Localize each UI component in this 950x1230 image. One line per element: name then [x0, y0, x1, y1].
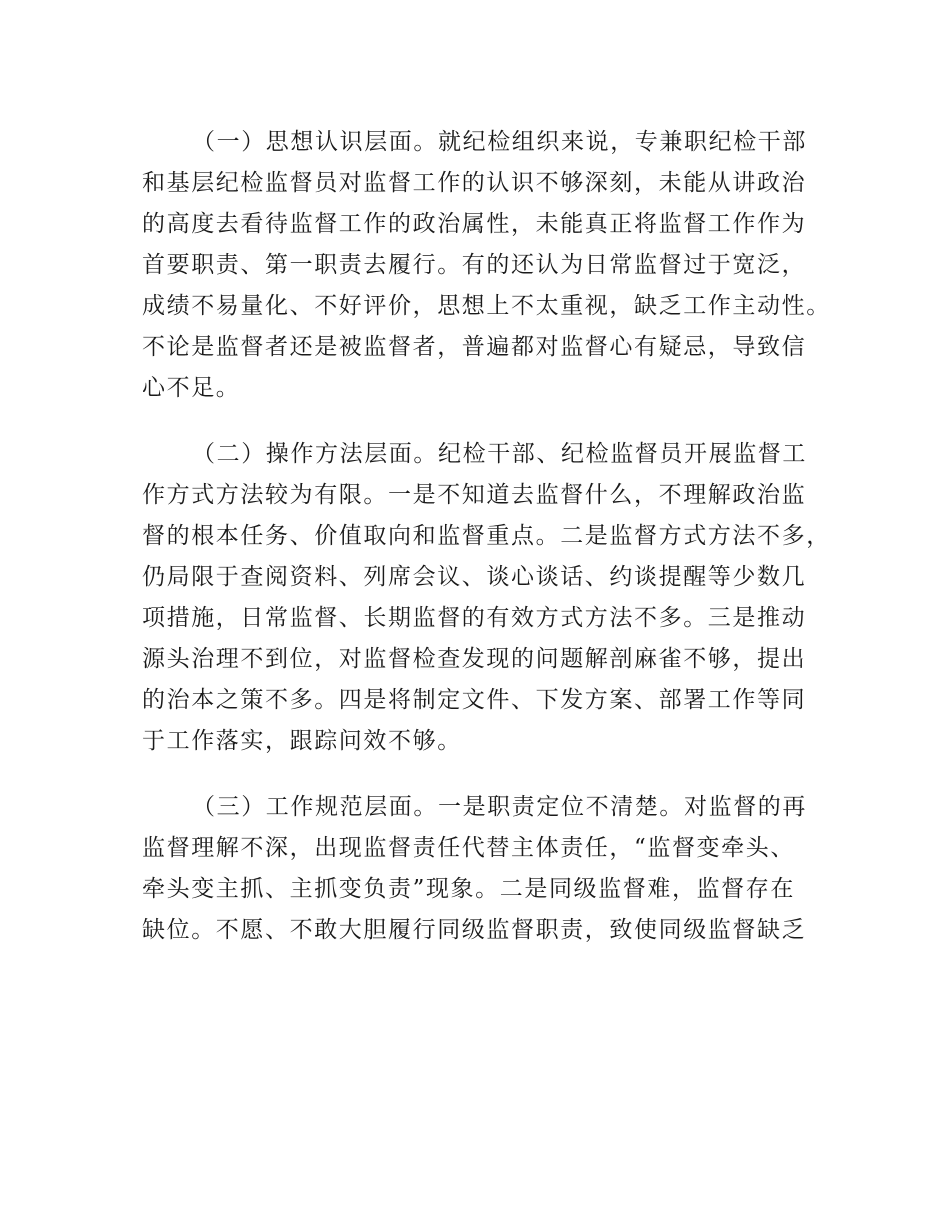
paragraph-spacer — [142, 762, 832, 787]
text-line: 于工作落实，跟踪问效不够。 — [142, 728, 462, 754]
text-line: 项措施，日常监督、长期监督的有效方式方法不多。三是推动 — [142, 605, 807, 631]
text-line: 和基层纪检监督员对监督工作的认识不够深刻，未能从讲政治 — [142, 170, 807, 196]
text-line: 缺位。不愿、不敢大胆履行同级监督职责，致使同级监督缺乏 — [142, 917, 807, 943]
text-line: （二）操作方法层面。纪检干部、纪检监督员开展监督工 — [192, 441, 807, 467]
text-line: （三）工作规范层面。一是职责定位不清楚。对监督的再 — [192, 794, 807, 820]
text-line: 的治本之策不多。四是将制定文件、下发方案、部署工作等同 — [142, 687, 807, 713]
text-line: 督的根本任务、价值取向和监督重点。二是监督方式方法不多， — [142, 523, 831, 549]
text-line: 作方式方法较为有限。一是不知道去监督什么，不理解政治监 — [142, 482, 807, 508]
text-line: 不论是监督者还是被监督者，普遍都对监督心有疑忌，导致信 — [142, 334, 807, 360]
text-line: 成绩不易量化、不好评价，思想上不太重视，缺乏工作主动性。 — [142, 293, 831, 319]
paragraph-operation-methods — [142, 434, 832, 762]
text-line: 仍局限于查阅资料、列席会议、谈心谈话、约谈提醒等少数几 — [142, 564, 807, 590]
text-line: 监督理解不深，出现监督责任代替主体责任，“监督变牵头、 — [142, 835, 795, 861]
text-line: 牵头变主抓、主抓变负责”现象。二是同级监督难，监督存在 — [142, 876, 795, 902]
document-body — [142, 122, 832, 951]
text-line: （一）思想认识层面。就纪检组织来说，专兼职纪检干部 — [192, 129, 807, 155]
paragraph-thinking-awareness — [142, 122, 832, 409]
text-line: 心不足。 — [142, 375, 241, 401]
paragraph-spacer — [142, 409, 832, 434]
text-line: 首要职责、第一职责去履行。有的还认为日常监督过于宽泛， — [142, 252, 807, 278]
paragraph-work-standards — [142, 787, 832, 951]
text-line: 源头治理不到位，对监督检查发现的问题解剖麻雀不够，提出 — [142, 646, 807, 672]
text-line: 的高度去看待监督工作的政治属性，未能真正将监督工作作为 — [142, 211, 807, 237]
